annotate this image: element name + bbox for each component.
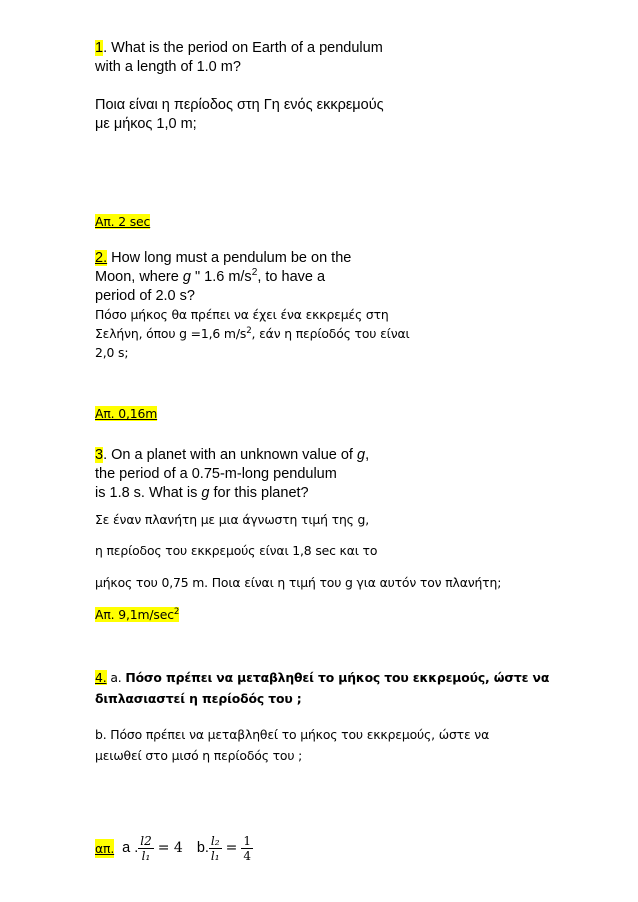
q4-a-line1	[95, 668, 549, 687]
q3-answer	[95, 607, 179, 622]
q4-frac1-num: l2	[140, 833, 152, 848]
q3-en-text1a: . On a planet with an unknown value of	[103, 447, 357, 463]
q1-number: 1	[95, 40, 104, 56]
q3-gr-line2: η περίοδος του εκκρεμούς είναι 1,8 sec και το	[95, 543, 378, 558]
q3-g-symbol2: g	[201, 485, 210, 501]
q2-gr-text2b: , εάν η περίοδός του είναι	[251, 326, 410, 341]
q2-en-line3: period of 2.0 s?	[95, 288, 195, 304]
q4-a-text1: Πόσο πρέπει να μεταβληθεί το μήκος του εκκρεμούς, ώστε να	[125, 670, 550, 685]
q4-b-line2: μειωθεί στο μισό η περίοδός του ;	[95, 748, 303, 763]
q3-en-line1	[95, 446, 369, 465]
q2-en-text2a: Moon, where	[95, 269, 183, 285]
q1-en-text1: . What is the period on Earth of a pendulum	[103, 40, 383, 56]
q2-en-text2c: , to have a	[257, 269, 326, 285]
q3-en-line3	[95, 484, 309, 503]
q4-frac1-den: l₁	[141, 848, 151, 863]
q2-answer: Απ. 0,16m	[95, 406, 158, 421]
q1-answer-line	[95, 212, 150, 231]
q3-en-text3a: is 1.8 s. What is	[95, 485, 202, 501]
q1-gr-line1: Ποια είναι η περίοδος στη Γη ενός εκκρεμούς	[95, 97, 384, 113]
q4-eq1: = 4	[157, 840, 183, 856]
q3-answer-text: Απ. 9,1m/sec	[95, 607, 174, 622]
q3-en-line2: the period of a 0.75-m-long pendulum	[95, 466, 337, 482]
q2-number: 2.	[95, 250, 108, 266]
q4-answer-b: b.	[196, 839, 209, 856]
q2-gr-line1: Πόσο μήκος θα πρέπει να έχει ένα εκκρεμές στη	[95, 307, 389, 322]
q2-answer-line	[95, 404, 157, 423]
q1-answer: Απ. 2 sec	[95, 214, 151, 229]
q4-frac2-num: l₂	[210, 833, 220, 848]
q4-fraction3	[241, 834, 253, 863]
q4-answer-line	[95, 826, 253, 870]
q4-frac3-den: 4	[243, 848, 251, 863]
q4-fraction2	[209, 834, 222, 863]
q2-gr-text2a: Σελήνη, όπου g =1,6 m/s	[95, 326, 247, 341]
q2-en-line2	[95, 268, 325, 287]
q4-b-line1: b. Πόσο πρέπει να μεταβληθεί το μήκος του εκκρεμούς, ώστε να	[95, 727, 490, 742]
q2-gr-line2	[95, 324, 410, 343]
q2-gr-sup: 2	[246, 325, 252, 336]
q4-frac2-den: l₁	[210, 848, 220, 863]
q3-gr-line3: μήκος του 0,75 m. Ποια είναι η τιμή του g για αυτόν τον πλανήτη;	[95, 575, 502, 590]
q4-answer-a: a .	[122, 839, 139, 856]
q3-g-symbol1: g	[357, 447, 366, 463]
q3-en-text3b: for this planet?	[209, 485, 309, 501]
q4-a-prefix: a.	[106, 670, 126, 685]
q3-en-text1b: ,	[365, 447, 370, 463]
q2-en-line1	[95, 249, 351, 268]
q4-fraction1	[138, 834, 153, 863]
q2-gr-line3: 2,0 s;	[95, 345, 129, 360]
q2-en-text1: How long must a pendulum be on the	[107, 250, 352, 266]
q3-answer-line	[95, 605, 179, 624]
q3-answer-sup: 2	[173, 606, 180, 617]
q2-g-symbol: g	[182, 269, 191, 285]
q4-eq2: =	[225, 840, 238, 856]
q4-number: 4.	[95, 670, 107, 685]
q4-frac3-num: 1	[243, 833, 251, 848]
q4-answer-label: απ.	[95, 840, 115, 856]
q4-a-line2: διπλασιαστεί η περίοδός του ;	[95, 691, 302, 706]
q3-number: 3	[95, 447, 104, 463]
q2-en-text2b: " 1.6 m/s	[190, 269, 252, 285]
q1-en-line2: with a length of 1.0 m?	[95, 59, 241, 75]
q1-gr-line2: με μήκος 1,0 m;	[95, 116, 197, 132]
q3-gr-line1: Σε έναν πλανήτη με μια άγνωστη τιμή της g,	[95, 512, 370, 527]
q1-en-line1	[95, 39, 383, 58]
q2-en-sup: 2	[251, 267, 258, 279]
